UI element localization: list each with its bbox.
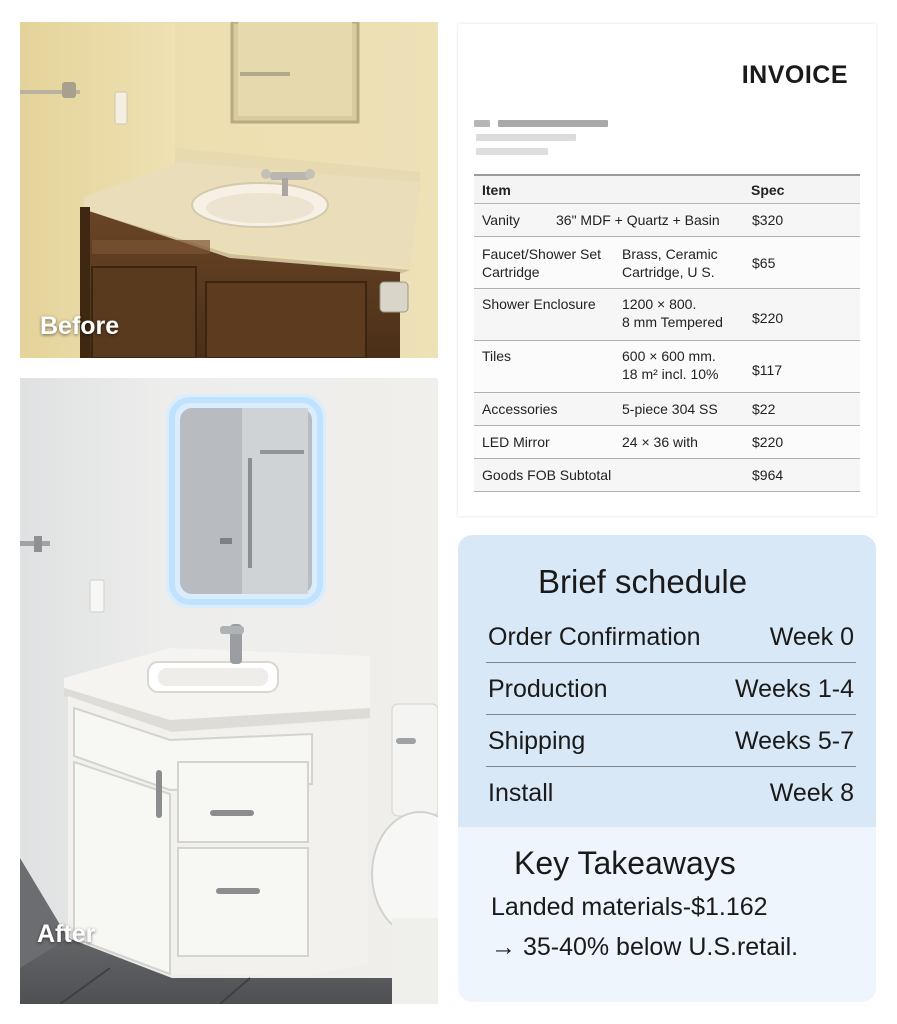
redacted-text xyxy=(498,120,608,127)
divider xyxy=(486,662,856,664)
column-header-spec: Spec xyxy=(751,182,785,198)
schedule-when: Week 8 xyxy=(769,779,854,807)
schedule-row-install xyxy=(486,769,856,819)
invoice-item-line: Cartridge xyxy=(482,263,540,280)
invoice-row-accessories xyxy=(474,393,860,426)
invoice-table xyxy=(474,174,860,492)
schedule-row-order-confirmation xyxy=(486,613,856,663)
invoice-price: $964 xyxy=(752,467,784,483)
invoice-row-subtotal xyxy=(474,459,860,492)
divider xyxy=(486,714,856,716)
schedule-card xyxy=(458,535,876,827)
schedule-row-production xyxy=(486,665,856,715)
after-label: After xyxy=(37,920,96,948)
invoice-item: Shower Enclosure xyxy=(482,296,596,312)
invoice-spec: 24 × 36 with xyxy=(622,434,698,450)
column-header-item: Item xyxy=(482,181,511,198)
invoice-table-header xyxy=(474,174,860,204)
invoice-item-line: Faucet/Shower Set xyxy=(482,245,602,262)
invoice-spec: 36" MDF + Quartz + Basin xyxy=(556,212,720,228)
schedule-label: Install xyxy=(488,779,554,807)
invoice-item: Accessories xyxy=(482,401,558,417)
before-label: Before xyxy=(40,312,120,340)
invoice-row-led-mirror xyxy=(474,426,860,459)
schedule-label: Production xyxy=(488,675,608,703)
invoice-item: LED Mirror xyxy=(482,434,550,450)
divider xyxy=(486,766,856,768)
schedule-row-shipping xyxy=(486,717,856,767)
takeaway-landed-materials: Landed materials-$1.162 xyxy=(491,893,768,921)
invoice-row-vanity xyxy=(474,204,860,237)
schedule-when: Weeks 5-7 xyxy=(734,727,854,755)
invoice-price: $220 xyxy=(752,434,784,450)
invoice-row-tiles xyxy=(474,341,860,393)
invoice-price: $22 xyxy=(752,401,776,417)
takeaways-title: Key Takeaways xyxy=(514,845,736,881)
schedule-when: Week 0 xyxy=(769,623,854,651)
schedule-title: Brief schedule xyxy=(538,563,748,600)
invoice-price: $320 xyxy=(752,212,784,228)
invoice-price: $65 xyxy=(752,254,776,271)
schedule-when: Weeks 1-4 xyxy=(734,675,854,703)
before-photo xyxy=(20,22,438,358)
invoice-price: $220 xyxy=(752,309,784,326)
invoice-item xyxy=(474,211,746,229)
invoice-item: Goods FOB Subtotal xyxy=(482,467,612,483)
invoice-spec-line: 8 mm Tempered xyxy=(622,314,723,330)
takeaways-card xyxy=(458,827,876,1002)
invoice-spec xyxy=(622,347,746,383)
invoice-spec-line: Brass, Ceramic xyxy=(622,245,718,262)
redacted-text xyxy=(476,134,576,141)
after-photo xyxy=(20,378,438,1004)
schedule-label: Shipping xyxy=(488,727,586,755)
invoice-spec: 5-piece 304 SS xyxy=(622,401,718,417)
after-bathroom-illustration xyxy=(20,378,438,1004)
invoice-spec-line: 18 m² incl. 10% xyxy=(622,366,719,382)
invoice-spec-line: 1200 × 800. xyxy=(622,296,697,312)
invoice-item xyxy=(474,245,622,281)
before-bathroom-illustration xyxy=(20,22,438,358)
invoice-item: Tiles xyxy=(482,348,512,364)
schedule-label: Order Confirmation xyxy=(488,623,701,651)
invoice-title: INVOICE xyxy=(741,61,848,89)
invoice-spec xyxy=(622,245,746,281)
invoice-spec xyxy=(622,295,746,331)
invoice-price: $117 xyxy=(752,361,783,378)
invoice-row-faucet xyxy=(474,237,860,289)
invoice-card xyxy=(458,24,876,516)
invoice-spec-line: Cartridge, U S. xyxy=(622,263,715,280)
redacted-text xyxy=(474,120,490,127)
invoice-row-shower-enclosure xyxy=(474,289,860,341)
takeaway-below-retail: → 35-40% below U.S.retail. xyxy=(491,933,799,961)
invoice-spec-line: 600 × 600 mm. xyxy=(622,348,716,364)
redacted-text xyxy=(476,148,548,155)
invoice-item-name: Vanity xyxy=(482,212,520,228)
